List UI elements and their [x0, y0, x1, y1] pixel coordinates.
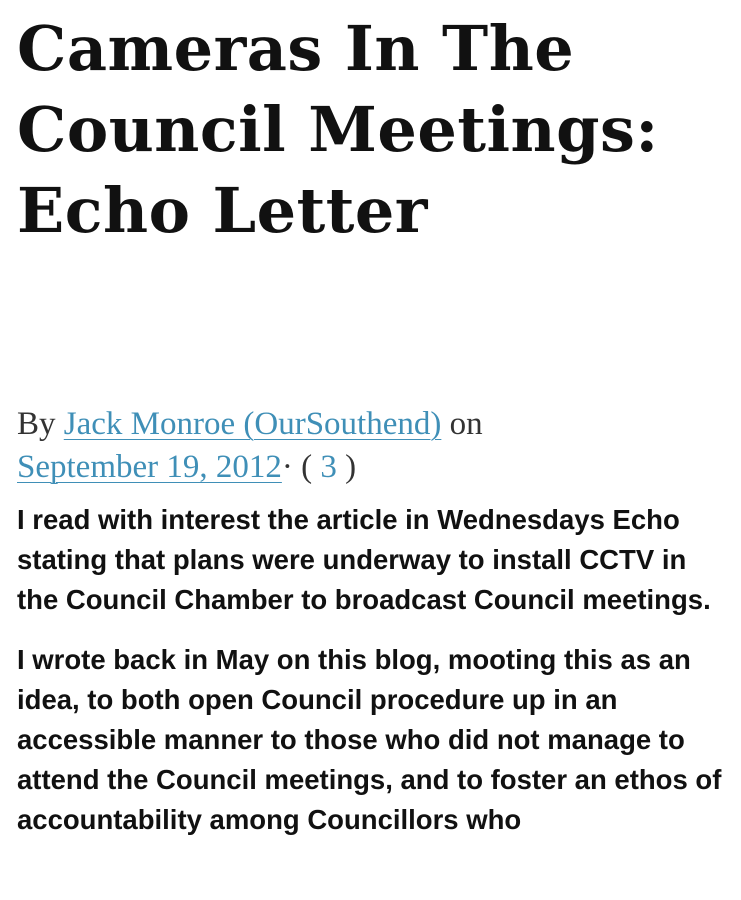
byline-on: on [449, 406, 483, 442]
paragraph: I wrote back in May on this blog, mooting this as an idea, to both open Council procedure up in an accessible manner to those who did not manage to attend the Council meetings, and to foster an ethos of accountability among Councillors who [17, 644, 722, 835]
byline [17, 403, 729, 489]
paragraph: I read with interest the article in Wednesdays Echo stating that plans were underway to install CCTV in the Council Chamber to broadcast Council meetings. [17, 504, 711, 615]
byline-separator: · [281, 449, 293, 485]
article-body [17, 500, 729, 840]
article [17, 8, 729, 860]
comments-open-paren: ( [301, 449, 313, 485]
article-title: Cameras In The Council Meetings: Echo Letter [17, 12, 659, 247]
author-link[interactable]: Jack Monroe (OurSouthend) [63, 406, 442, 442]
date-link[interactable]: September 19, 2012 [17, 449, 282, 485]
comments-close-paren: ) [345, 449, 357, 485]
comments-count-link[interactable]: 3 [320, 449, 337, 485]
byline-prefix: By [17, 406, 56, 442]
